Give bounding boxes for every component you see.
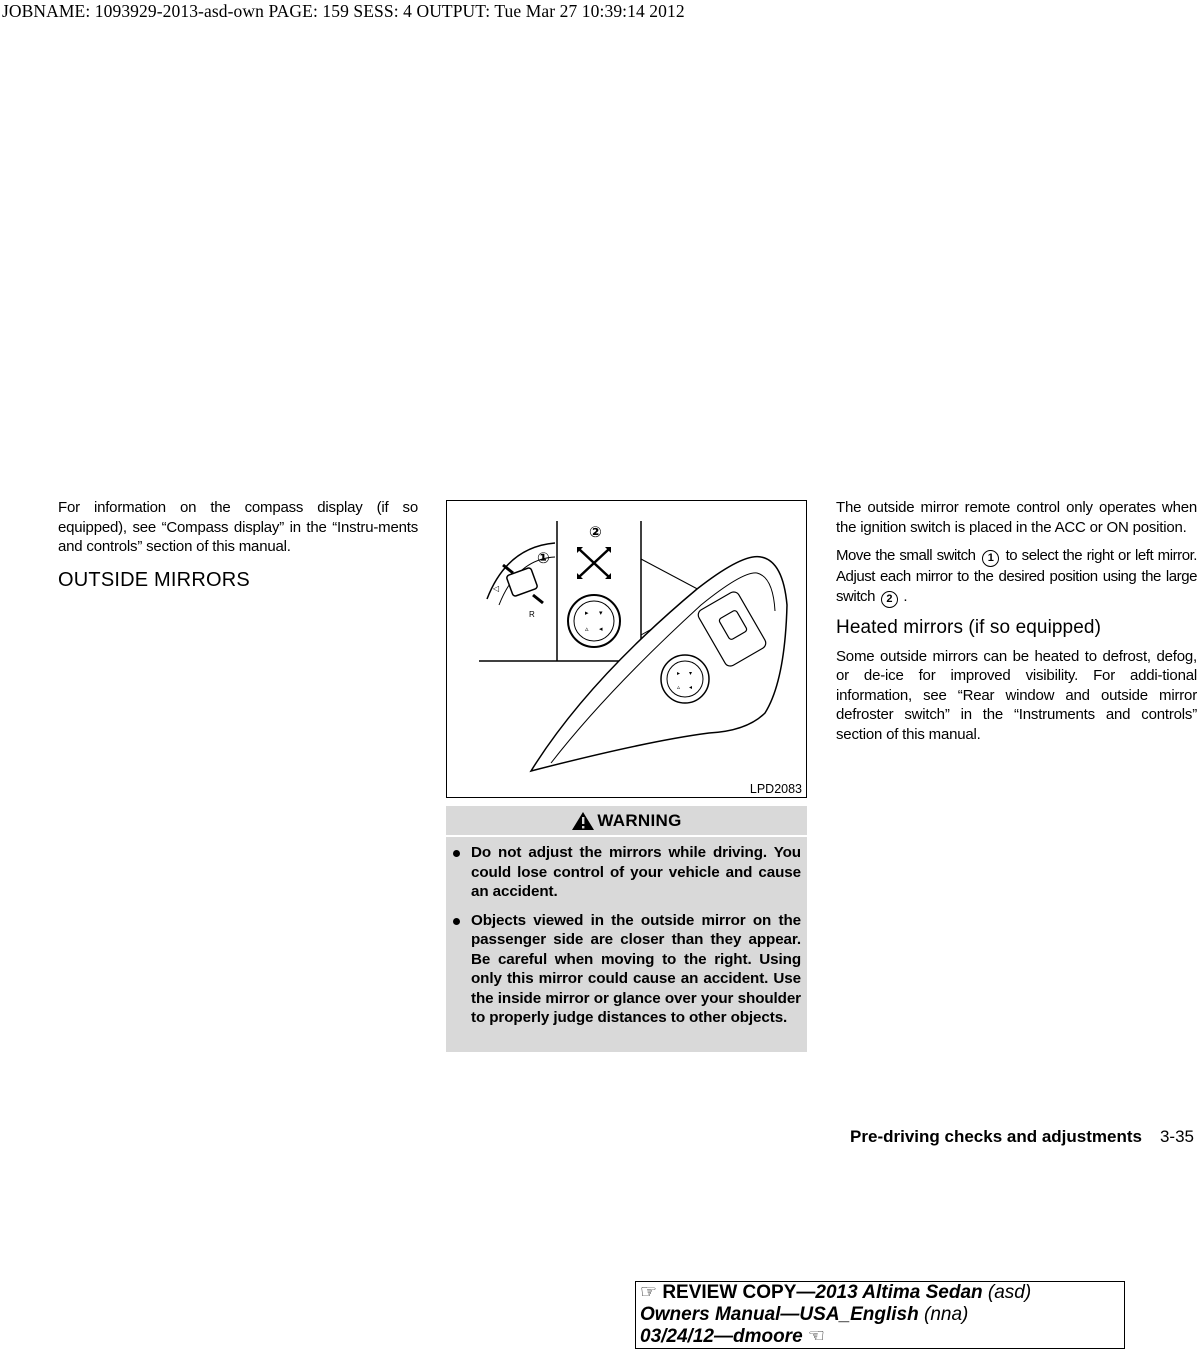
bullet-icon	[453, 918, 460, 925]
review-line-1	[640, 1282, 1124, 1304]
svg-text:◁: ◁	[493, 584, 500, 593]
svg-text:▸: ▸	[585, 610, 589, 617]
pointing-hand-left-icon: ☜	[807, 1326, 825, 1347]
warning-triangle-icon	[571, 811, 595, 831]
svg-text:▾: ▾	[599, 610, 603, 617]
svg-text:▾: ▾	[689, 671, 693, 677]
svg-text:▵: ▵	[677, 685, 681, 691]
warning-item	[446, 843, 801, 902]
model-code: (asd)	[987, 1282, 1032, 1303]
job-header: JOBNAME: 1093929-2013-asd-own PAGE: 159 SESS: 4 OUTPUT: Tue Mar 27 10:39:14 2012	[2, 1, 685, 21]
svg-text:◂: ◂	[689, 685, 693, 691]
warning-header	[446, 806, 807, 837]
svg-text:▵: ▵	[585, 626, 589, 633]
remote-control-paragraph: The outside mirror remote control only operates when the ignition switch is placed in the ACC or ON position.	[836, 499, 1197, 536]
review-copy-label: REVIEW COPY—	[662, 1282, 816, 1303]
vehicle-model: 2013 Altima Sedan	[815, 1282, 983, 1303]
compass-intro-paragraph: For information on the compass display (if so equipped), see “Compass display” in the “Instru-ments and controls” section of this manual.	[58, 499, 418, 555]
heated-mirrors-paragraph: Some outside mirrors can be heated to defrost, defog, or de-ice for improved visibility. For addi-tional information, see “Rear window and outside mirror defroster switch” in the “Instruments and controls” section of this manual.	[836, 647, 1197, 743]
svg-text:◂: ◂	[599, 626, 603, 633]
circled-1-marker: 1	[982, 550, 999, 567]
bullet-icon	[453, 850, 460, 857]
right-column	[836, 498, 1197, 753]
review-line-3	[640, 1326, 1124, 1348]
switch-text-part: Move the small switch	[836, 547, 976, 564]
section-heading: OUTSIDE MIRRORS	[58, 568, 250, 591]
mirror-switch-illustration	[447, 501, 806, 797]
callout-1-label: ①	[537, 550, 550, 567]
review-date-author: 03/24/12—dmoore	[640, 1326, 803, 1347]
warning-title: WARNING	[597, 810, 682, 830]
footer-section-title: Pre-driving checks and adjustments	[850, 1127, 1142, 1146]
switch-text-part: to select the right or left mirror. Adjust each mirror to the desired position using the large switch	[836, 547, 1197, 605]
figure-id-label: LPD2083	[749, 782, 802, 796]
manual-name: Owners Manual—USA_English	[640, 1304, 919, 1325]
warning-item-text: Do not adjust the mirrors while driving. You could lose control of your vehicle and cause an accident.	[471, 844, 801, 900]
manual-code: (nna)	[924, 1304, 969, 1325]
page-footer	[850, 1127, 1194, 1147]
switch-text-part: .	[903, 587, 908, 605]
pointing-hand-icon: ☞	[640, 1282, 658, 1303]
review-line-2	[640, 1304, 1124, 1326]
svg-text:R: R	[529, 610, 535, 619]
left-column	[58, 498, 418, 592]
mirror-control-figure	[446, 500, 807, 798]
warning-list	[446, 843, 807, 1028]
svg-text:▸: ▸	[677, 671, 681, 677]
circled-2-marker: 2	[881, 591, 898, 608]
warning-item-text: Objects viewed in the outside mirror on the passenger side are closer than they appear. Be careful when moving to the right. Using only this mirror could cause an accident. Use the inside mirror or glance over your shoulder to properly judge distances to other objects.	[471, 911, 801, 1026]
callout-2-label: ②	[589, 524, 602, 541]
switch-usage-paragraph	[836, 546, 1197, 608]
page-number: 3-35	[1159, 1127, 1194, 1146]
heated-mirrors-heading: Heated mirrors (if so equipped)	[836, 616, 1101, 638]
warning-item	[446, 911, 801, 1028]
warning-box	[446, 806, 807, 1052]
review-copy-box	[635, 1281, 1125, 1349]
